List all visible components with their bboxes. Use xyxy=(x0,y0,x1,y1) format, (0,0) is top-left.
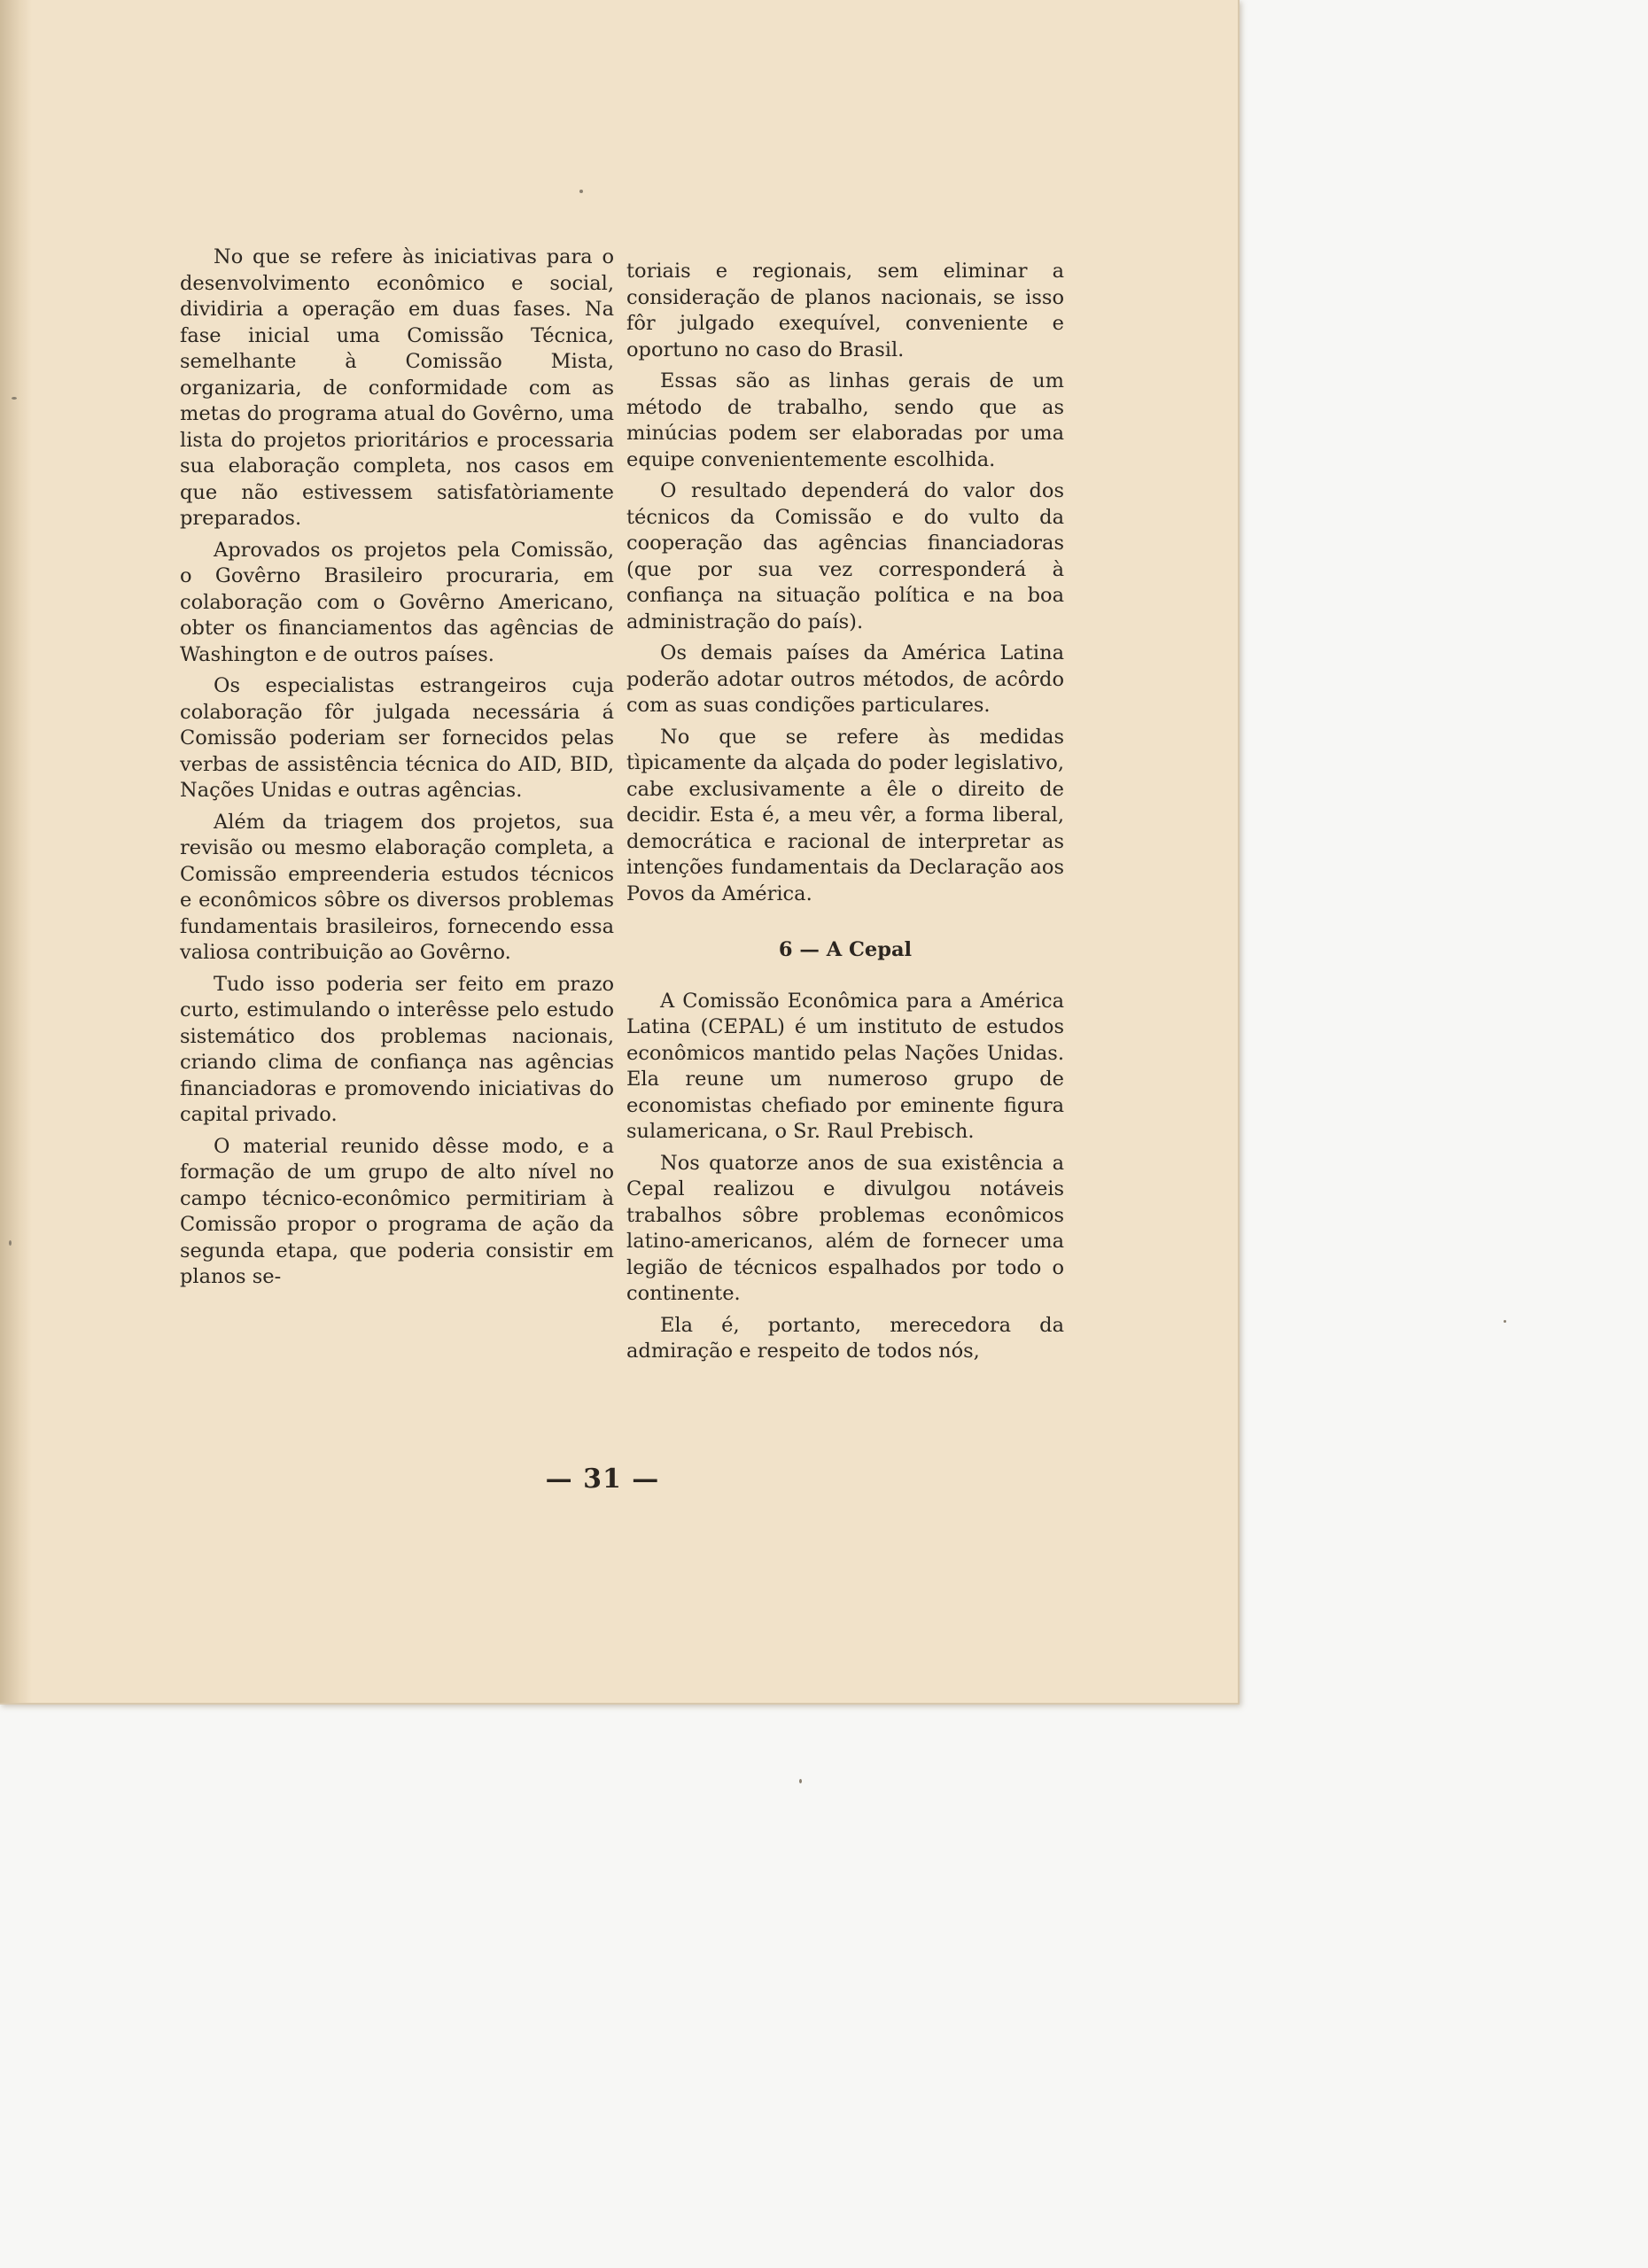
paragraph: A Comissão Econômica para a América Latina (CEPAL) é um instituto de estudos econômicos mantido pelas Nações Unidas. Ela reune um numeroso grupo de economistas chefiado por eminente figura sulamericana, o Sr. Raul Prebisch. xyxy=(626,989,1064,1143)
paper-speck xyxy=(12,397,17,400)
left-text-column xyxy=(180,245,614,1296)
paragraph: Tudo isso poderia ser feito em prazo curto, estimulando o interêsse pelo estudo sistemático dos problemas nacionais, criando clima de confiança nas agências financiadoras e promovendo iniciativas do capital privado. xyxy=(180,972,614,1126)
paragraph: Essas são as linhas gerais de um método de trabalho, sendo que as minúcias podem ser elaboradas por uma equipe convenientemente escolhida. xyxy=(626,369,1064,471)
paragraph: O material reunido dêsse modo, e a formação de um grupo de alto nível no campo técnico-econômico permitiriam à Comissão propor o programa de ação da segunda etapa, que poderia consistir em planos se- xyxy=(180,1134,614,1288)
paragraph-continued: toriais e regionais, sem eliminar a consideração de planos nacionais, se isso fôr julgado exequível, conveniente e oportuno no caso do Brasil. xyxy=(626,260,1064,361)
paragraph: Os especialistas estrangeiros cuja colaboração fôr julgada necessária á Comissão poderiam ser fornecidos pelas verbas de assistência técnica do AID, BID, Nações Unidas e outras agências. xyxy=(180,674,614,802)
paragraph: Os demais países da América Latina poderão adotar outros métodos, de acôrdo com as suas condições particulares. xyxy=(626,641,1064,717)
page-number: — 31 — xyxy=(545,1464,660,1495)
paper-speck xyxy=(579,190,583,193)
paragraph: Nos quatorze anos de sua existência a Cepal realizou e divulgou notáveis trabalhos sôbre problemas econômicos latino-americanos, além de fornecer uma legião de técnicos espalhados por todo o continente. xyxy=(626,1151,1064,1305)
paragraph: No que se refere às iniciativas para o desenvolvimento econômico e social, dividiria a operação em duas fases. Na fase inicial uma Comissão Técnica, semelhante à Comissão Mista, organizaria, de conformidade com as metas do programa atual do Govêrno, uma lista do projetos prioritários e processaria sua elaboração completa, nos casos em que não estivessem satisfatòriamente preparados. xyxy=(180,245,614,530)
paragraph: Além da triagem dos projetos, sua revisão ou mesmo elaboração completa, a Comissão empreenderia estudos técnicos e econômicos sôbre os diversos problemas fundamentais brasileiros, fornecendo essa valiosa contribuição ao Govêrno. xyxy=(180,810,614,964)
paper-speck xyxy=(9,1240,12,1246)
paragraph: O resultado dependerá do valor dos técnicos da Comissão e do vulto da cooperação das agências financiadoras (que por sua vez corresponderá à confiança na situação política e na boa administração do país). xyxy=(626,479,1064,633)
page-spine-shadow xyxy=(0,0,32,1703)
scanner-speck xyxy=(1504,1320,1506,1323)
paragraph: No que se refere às medidas tìpicamente da alçada do poder legislativo, cabe exclusivamente a êle o direito de decidir. Esta é, a meu vêr, a forma liberal, democrática e racional de interpretar as intenções fundamentais da Declaração aos Povos da América. xyxy=(626,725,1064,905)
section-heading: 6 — A Cepal xyxy=(778,938,913,961)
paragraph: Aprovados os projetos pela Comissão, o Govêrno Brasileiro procuraria, em colaboração com o Govêrno Americano, obter os financiamentos das agências de Washington e de outros países. xyxy=(180,538,614,666)
paragraph: Ela é, portanto, merecedora da admiração e respeito de todos nós, xyxy=(626,1313,1064,1363)
right-text-column xyxy=(626,259,1064,1371)
scanner-speck xyxy=(799,1779,802,1783)
